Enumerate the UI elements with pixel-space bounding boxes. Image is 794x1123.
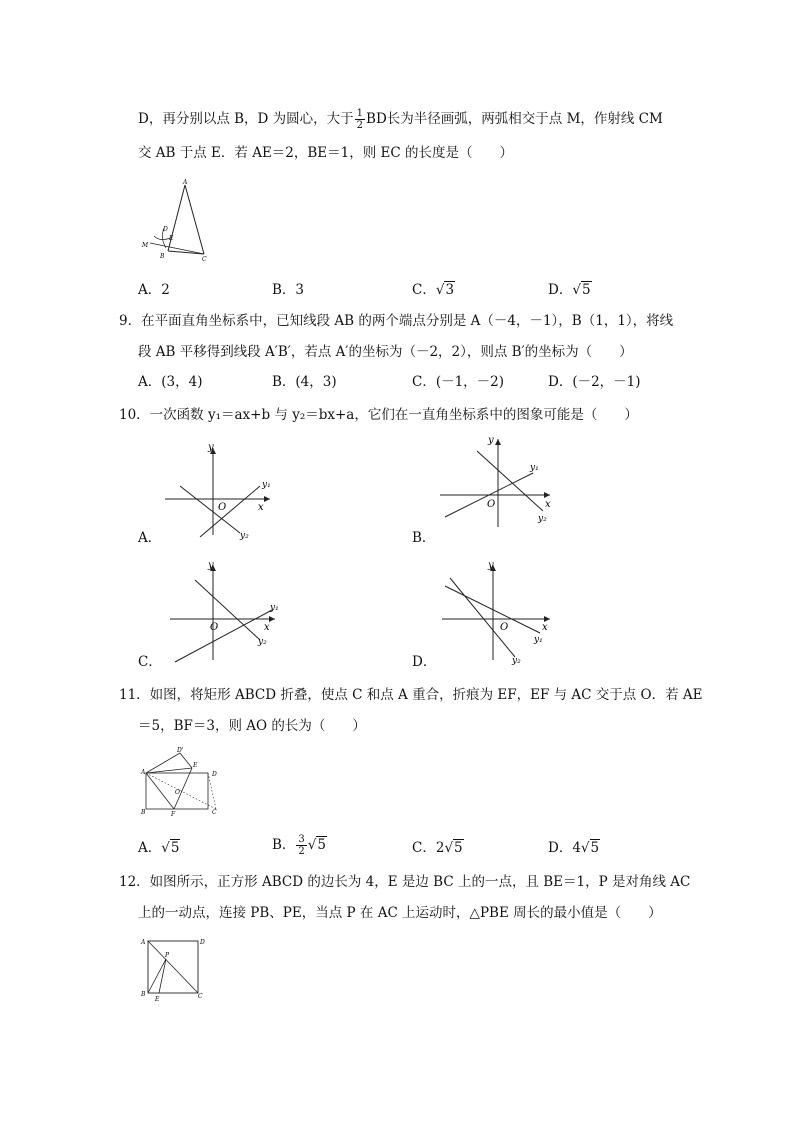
option-label: B． xyxy=(272,837,296,853)
radicand: 5 xyxy=(454,840,463,856)
line-y2-label: y₂ xyxy=(240,531,249,541)
axis-x-label: x xyxy=(264,622,270,633)
origin-label: O xyxy=(210,622,219,633)
fraction-numerator: 1 xyxy=(356,108,364,119)
fraction xyxy=(355,108,365,131)
q11-option-d[interactable] xyxy=(548,838,600,858)
line-y1-label: y₁ xyxy=(534,635,543,645)
q10-graph-d xyxy=(440,560,560,665)
label-M: M xyxy=(142,242,149,249)
q10-graph-b xyxy=(435,433,560,528)
option-label: D． xyxy=(548,840,573,856)
q8-option-c[interactable] xyxy=(412,280,455,300)
origin-label: O xyxy=(487,499,496,510)
radicand: 5 xyxy=(581,282,591,298)
q12-square-figure xyxy=(140,935,210,1005)
label-C: C xyxy=(198,993,203,1000)
sqrt: √5 xyxy=(307,837,326,853)
fraction-denominator: 2 xyxy=(356,120,364,131)
axis-x-label: x xyxy=(258,502,264,513)
fraction-denominator: 2 xyxy=(298,846,305,857)
label-D: D xyxy=(200,939,205,946)
label-B: B xyxy=(141,809,146,816)
q9-text-line1: 9．在平面直角坐标系中，已知线段 AB 的两个端点分别是 A（－4，－1），B（1，1），将线 xyxy=(119,313,674,329)
fraction xyxy=(296,834,306,857)
option-value: 2 xyxy=(161,282,170,298)
axis-x-label: x xyxy=(542,622,548,633)
fraction-numerator: 3 xyxy=(298,834,305,845)
q10-option-b[interactable]: B． xyxy=(412,530,436,546)
line-y1-label: y₁ xyxy=(262,480,271,490)
q9-option-a[interactable]: A．(3，4) xyxy=(138,374,203,390)
q11-text-line1: 11．如图，将矩形 ABCD 折叠，使点 C 和点 A 重合，折痕为 EF，EF 与 AC 交于点 O．若 AE xyxy=(119,687,703,703)
option-label: B． xyxy=(272,282,296,298)
line-y2-label: y₂ xyxy=(538,514,547,524)
option-label: D． xyxy=(548,282,573,298)
option-label: A． xyxy=(138,840,162,856)
q11-text-line2: ＝5，BF＝3，则 AO 的长为（ ） xyxy=(138,718,366,734)
label-O: O xyxy=(175,789,180,796)
coefficient: 4 xyxy=(572,840,581,856)
label-D: D xyxy=(163,226,168,233)
axis-y-label: y xyxy=(208,442,214,453)
sqrt: √5 xyxy=(161,840,180,856)
axis-y-label: y xyxy=(488,560,494,571)
line-y2-label: y₂ xyxy=(258,637,267,647)
q12-text-line2: 上的一动点，连接 PB、PE，当点 P 在 AC 上运动时，△PBE 周长的最小值是（ ） xyxy=(138,905,662,921)
coefficient: 2 xyxy=(435,840,445,856)
origin-label: O xyxy=(218,502,227,513)
q9-option-c[interactable]: C．(－1，－2) xyxy=(412,374,505,390)
label-E: E xyxy=(193,762,198,769)
label-C: C xyxy=(202,256,207,263)
label-D-prime: D' xyxy=(177,747,184,754)
label-P: P xyxy=(165,952,170,959)
q10-text-line1: 10．一次函数 y₁＝ax+b 与 y₂＝bx+a，它们在一直角坐标系中的图象可能是（ ） xyxy=(119,407,638,423)
q10-graph-a xyxy=(160,440,280,540)
label-C: C xyxy=(212,809,217,816)
label-A: A xyxy=(183,179,188,186)
sqrt: √3 xyxy=(435,282,455,298)
line-y1-label: y₁ xyxy=(530,463,539,473)
q8-option-d[interactable] xyxy=(548,280,592,300)
label-F: F xyxy=(171,811,176,818)
q8-triangle-figure xyxy=(140,178,220,263)
q11-option-b[interactable] xyxy=(272,834,327,857)
radicand: 3 xyxy=(445,282,455,298)
q8-option-b[interactable] xyxy=(272,280,304,300)
sqrt: √5 xyxy=(580,840,600,856)
label-B: B xyxy=(141,991,146,998)
option-label: C． xyxy=(412,282,436,298)
q8-text-line2: 交 AB 于点 E．若 AE＝2，BE＝1，则 EC 的长度是（ ） xyxy=(138,145,514,161)
q10-graph-c xyxy=(170,560,290,665)
option-value: 3 xyxy=(295,282,305,298)
q9-option-d[interactable]: D．(－2，－1) xyxy=(548,374,641,390)
label-A: A xyxy=(141,769,146,776)
radicand: 5 xyxy=(590,840,600,856)
radicand: 5 xyxy=(317,837,326,853)
q9-option-b[interactable]: B．(4，3) xyxy=(272,374,337,390)
q12-text-line1: 12．如图所示，正方形 ABCD 的边长为 4，E 是边 BC 上的一点，且 BE＝1，P 是对角线 AC xyxy=(119,874,691,890)
q10-option-c[interactable]: C． xyxy=(138,654,162,670)
option-label: A． xyxy=(138,282,162,298)
q11-rectangle-figure xyxy=(140,748,225,818)
q11-option-a[interactable] xyxy=(138,838,180,858)
label-B: B xyxy=(160,253,165,260)
sqrt: √5 xyxy=(572,282,591,298)
line-y1-label: y₁ xyxy=(270,603,279,613)
axis-x-label: x xyxy=(545,499,551,510)
label-E: E xyxy=(155,996,160,1003)
axis-y-label: y xyxy=(488,435,494,446)
axis-y-label: y xyxy=(208,560,214,571)
label-E: E xyxy=(169,235,174,242)
origin-label: O xyxy=(500,622,509,633)
label-D: D xyxy=(212,771,217,778)
q8-option-a[interactable] xyxy=(138,280,170,300)
label-A: A xyxy=(141,939,146,946)
q10-option-a[interactable]: A． xyxy=(138,530,162,546)
q10-option-d[interactable]: D． xyxy=(412,654,437,670)
sqrt: √5 xyxy=(444,840,463,856)
radicand: 5 xyxy=(170,840,180,856)
option-label: C． xyxy=(412,840,436,856)
line-y2-label: y₂ xyxy=(512,656,521,666)
q8-text-line1 xyxy=(138,108,663,131)
q11-option-c[interactable] xyxy=(412,838,464,858)
q8-text-part: D，再分别以点 B，D 为圆心，大于 xyxy=(138,111,354,127)
q9-text-line2: 段 AB 平移得到线段 A′B′，若点 A′的坐标为（－2，2），则点 B′的坐标为（ ） xyxy=(138,344,633,360)
q8-text-part: BD长为半径画弧，两弧相交于点 M，作射线 CM xyxy=(366,111,663,127)
